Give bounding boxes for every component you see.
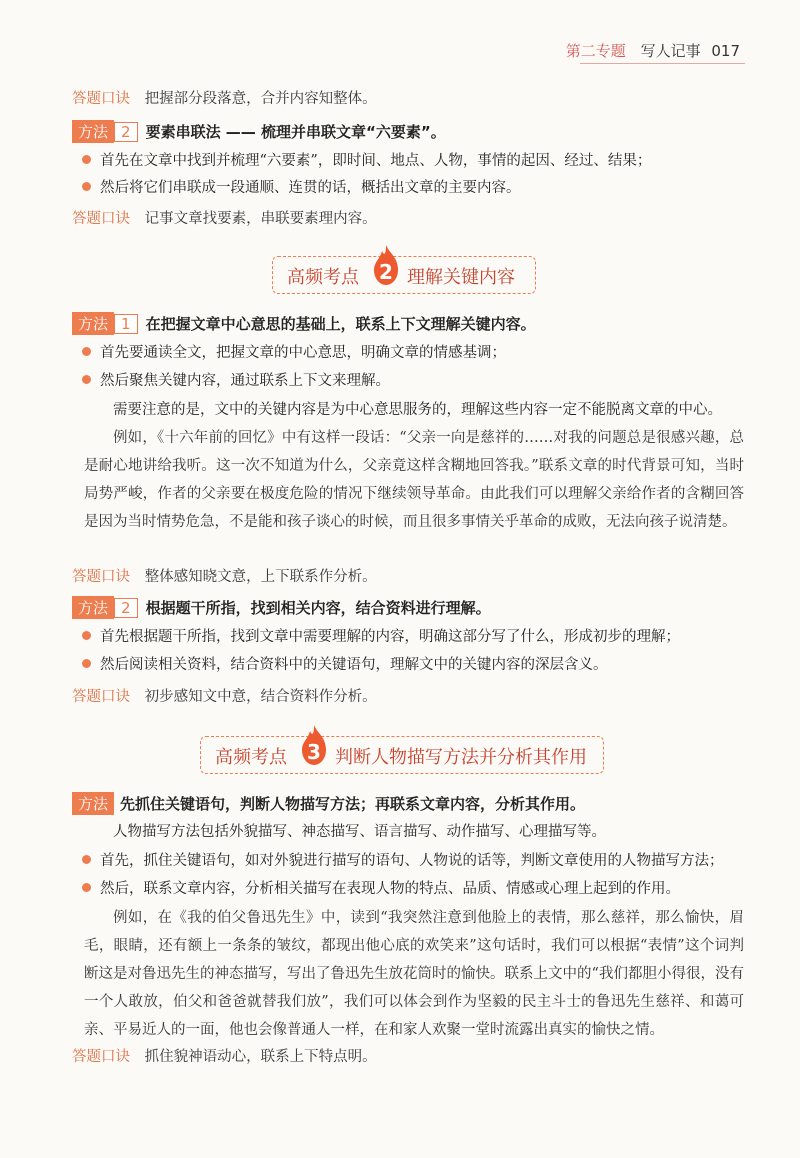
method-tag: 方法 <box>72 596 114 619</box>
header-title: 写人记事 <box>640 42 701 60</box>
koujue-line <box>72 1046 377 1068</box>
bullet-dot-icon <box>82 155 91 164</box>
bullet-item <box>82 654 608 676</box>
bullet-dot-icon <box>82 855 91 864</box>
koujue-text: 初步感知文中意，结合资料作分析。 <box>144 689 377 705</box>
method-number: 1 <box>114 314 138 334</box>
page-header <box>566 40 740 61</box>
bullet-item <box>82 850 724 872</box>
method-number: 2 <box>114 598 138 618</box>
bullet-dot-icon <box>82 659 91 668</box>
bullet-dot-icon <box>82 347 91 356</box>
bullet-text: 首先根据题干所指，找到文章中需要理解的内容，明确这部分写了什么，形成初步的理解； <box>100 629 680 645</box>
flame-number-icon <box>299 723 329 767</box>
bullet-item <box>82 177 521 199</box>
koujue-label: 答题口诀 <box>72 689 130 705</box>
koujue-label: 答题口诀 <box>72 1049 130 1065</box>
header-topic: 第二专题 <box>565 42 626 60</box>
bullet-dot-icon <box>82 375 91 384</box>
bullet-text: 首先，抓住关键语句，如对外貌进行描写的语句、人物说的话等，判断文章使用的人物描写方法； <box>100 853 724 869</box>
method-heading <box>72 596 491 619</box>
bullet-item <box>82 878 680 900</box>
example-paragraph: 例如，在《我的伯父鲁迅先生》中，读到“我突然注意到他脸上的表情，那么慈祥，那么愉快，眉毛，眼睛，还有额上一条条的皱纹，都现出他心底的欢笑来”这句话时，我们可以根据“表情”这个词判断这是对鲁迅先生的神态描写，写出了鲁迅先生放花筒时的愉快。联系上文中的“我们都胆小得很，没有一个人敢放，伯父和爸爸就替我们放”，我们可以体会到作为坚毅的民主斗士的鲁迅先生慈祥、和蔼可亲、平易近人的一面，他也会像普通人一样，在和家人欢聚一堂时流露出真实的愉快之情。 <box>84 910 744 1038</box>
bullet-text: 然后聚焦关键内容，通过联系上下文来理解。 <box>100 373 390 389</box>
bullet-text: 然后，联系文章内容，分析相关描写在表现人物的特点、品质、情感或心理上起到的作用。 <box>100 881 680 897</box>
koujue-line <box>72 566 377 588</box>
header-divider <box>580 63 745 64</box>
page-number: 017 <box>711 42 740 60</box>
bullet-dot-icon <box>82 883 91 892</box>
koujue-text: 抓住貌神语动心，联系上下特点明。 <box>144 1049 377 1065</box>
bullet-text: 首先在文章中找到并梳理“六要素”，即时间、地点、人物，事情的起因、经过、结果； <box>100 153 652 169</box>
koujue-label: 答题口诀 <box>72 91 130 107</box>
section-number: 3 <box>307 740 321 764</box>
bullet-item <box>82 626 680 648</box>
method-text: 在把握文章中心意思的基础上，联系上下文理解关键内容。 <box>145 315 536 333</box>
bullet-item <box>82 370 390 392</box>
koujue-line <box>72 88 377 110</box>
example-paragraph: 例如，《十六年前的回忆》中有这样一段话：“父亲一向是慈祥的……对我的问题总是很感兴趣，总是耐心地讲给我听。这一次不知道为什么，父亲竟这样含糊地回答我。”联系文章的时代背景可知，当时局势严峻，作者的父亲要在极度危险的情况下继续领导革命。由此我们可以理解父亲给作者的含糊回答是因为当时情势危急，不是能和孩子谈心的时候，而且很多事情关乎革命的成败，无法向孩子说清楚。 <box>84 430 744 530</box>
method-text: 要素串联法 —— 梳理并串联文章“六要素”。 <box>145 123 446 141</box>
koujue-label: 答题口诀 <box>72 211 130 227</box>
koujue-line <box>72 208 377 230</box>
method-heading <box>72 120 446 143</box>
koujue-text: 把握部分段落意，合并内容知整体。 <box>144 91 377 107</box>
koujue-text: 记事文章找要素，串联要素理内容。 <box>144 211 377 227</box>
bullet-text: 然后阅读相关资料，结合资料中的关键语句，理解文中的关键内容的深层含义。 <box>100 657 608 673</box>
section-number: 2 <box>379 260 393 284</box>
section-title: 判断人物描写方法并分析其作用 <box>335 747 587 768</box>
flame-number-icon <box>371 243 401 287</box>
method-tag: 方法 <box>72 120 114 143</box>
koujue-label: 答题口诀 <box>72 569 130 585</box>
bullet-text: 然后将它们串联成一段通顺、连贯的话，概括出文章的主要内容。 <box>100 180 521 196</box>
method-text: 先抓住关键语句，判断人物描写方法；再联系文章内容，分析其作用。 <box>120 795 586 813</box>
bullet-dot-icon <box>82 182 91 191</box>
note-paragraph: 需要注意的是，文中的关键内容是为中心意思服务的，理解这些内容一定不能脱离文章的中心。 <box>113 402 722 418</box>
method-text: 根据题干所指，找到相关内容，结合资料进行理解。 <box>145 599 491 617</box>
intro-paragraph: 人物描写方法包括外貌描写、神态描写、语言描写、动作描写、心理描写等。 <box>113 824 606 840</box>
section-label: 高频考点 <box>287 267 359 288</box>
bullet-dot-icon <box>82 631 91 640</box>
koujue-text: 整体感知晓文意，上下联系作分析。 <box>144 569 377 585</box>
method-heading <box>72 792 585 815</box>
bullet-item <box>82 150 651 172</box>
method-heading <box>72 312 536 335</box>
section-title: 理解关键内容 <box>407 267 515 288</box>
bullet-text: 首先要通读全文，把握文章的中心意思，明确文章的情感基调； <box>100 345 506 361</box>
method-tag: 方法 <box>72 792 114 815</box>
method-number: 2 <box>114 122 138 142</box>
method-tag: 方法 <box>72 312 114 335</box>
section-heading-2 <box>272 256 536 294</box>
bullet-item <box>82 342 506 364</box>
koujue-line <box>72 686 377 708</box>
section-label: 高频考点 <box>215 747 287 768</box>
section-heading-3 <box>200 736 604 774</box>
